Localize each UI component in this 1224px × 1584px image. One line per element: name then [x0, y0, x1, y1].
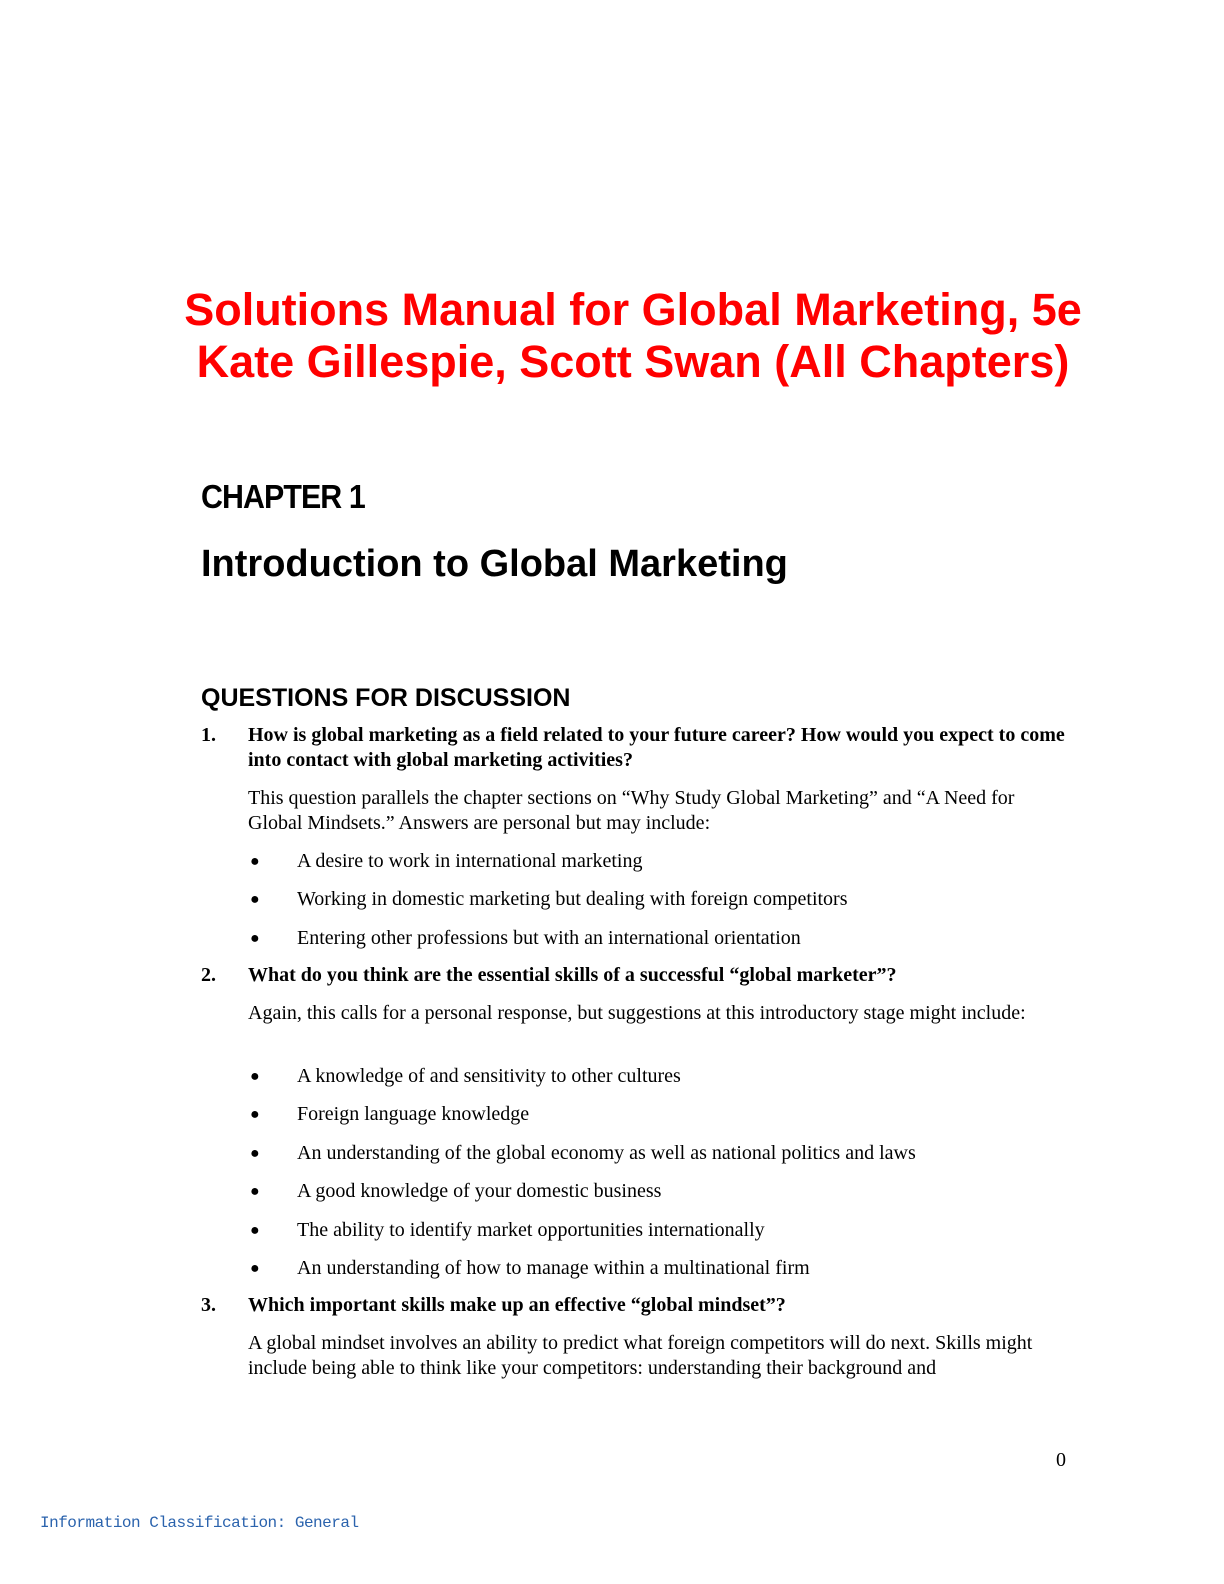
bullet-icon: ● [250, 1145, 260, 1162]
list-item-text: Entering other professions but with an international orientation [297, 927, 801, 949]
list-item-text: Foreign language knowledge [297, 1103, 530, 1125]
bullet-icon: ● [250, 930, 260, 947]
document-title-line-2: Kate Gillespie, Scott Swan (All Chapters) [196, 336, 1070, 387]
answer-text: This question parallels the chapter sections on “Why Study Global Marketing” and “A Need for Global Mindsets.” Answers are personal but may include: [248, 787, 1015, 834]
information-classification-footer: Information Classification: General [40, 1514, 359, 1532]
list-item-text: Working in domestic marketing but dealing with foreign competitors [297, 888, 848, 910]
bullet-icon: ● [250, 853, 260, 870]
bullet-icon: ● [250, 1068, 260, 1085]
bullet-icon: ● [250, 1106, 260, 1123]
bullet-icon: ● [250, 891, 260, 908]
question-number: 1. [201, 724, 216, 746]
list-item-text: The ability to identify market opportunities internationally [297, 1219, 765, 1241]
question-text: Which important skills make up an effective “global mindset”? [248, 1294, 786, 1316]
question-text: How is global marketing as a field related to your future career? How would you expect to come into contact with global marketing activities? [248, 724, 1065, 771]
answer-text: Again, this calls for a personal response, but suggestions at this introductory stage might include: [248, 1002, 1026, 1024]
chapter-label: CHAPTER 1 [201, 478, 365, 515]
bullet-icon: ● [250, 1183, 260, 1200]
list-item-text: An understanding of how to manage within a multinational firm [297, 1257, 810, 1279]
bullet-icon: ● [250, 1260, 260, 1277]
bullet-icon: ● [250, 1222, 260, 1239]
question-number: 3. [201, 1294, 216, 1316]
document-title-line-1: Solutions Manual for Global Marketing, 5e [184, 284, 1082, 335]
section-heading: QUESTIONS FOR DISCUSSION [201, 684, 571, 712]
list-item-text: An understanding of the global economy as well as national politics and laws [297, 1142, 916, 1164]
chapter-title: Introduction to Global Marketing [201, 543, 788, 585]
question-text: What do you think are the essential skills of a successful “global marketer”? [248, 964, 897, 986]
answer-text: A global mindset involves an ability to predict what foreign competitors will do next. Skills might include being able to think like your competitors: understanding their background and [248, 1332, 1033, 1379]
list-item-text: A knowledge of and sensitivity to other cultures [297, 1065, 681, 1087]
question-number: 2. [201, 964, 216, 986]
list-item-text: A good knowledge of your domestic business [297, 1180, 662, 1202]
page-number: 0 [1056, 1449, 1066, 1471]
list-item-text: A desire to work in international marketing [297, 850, 643, 872]
